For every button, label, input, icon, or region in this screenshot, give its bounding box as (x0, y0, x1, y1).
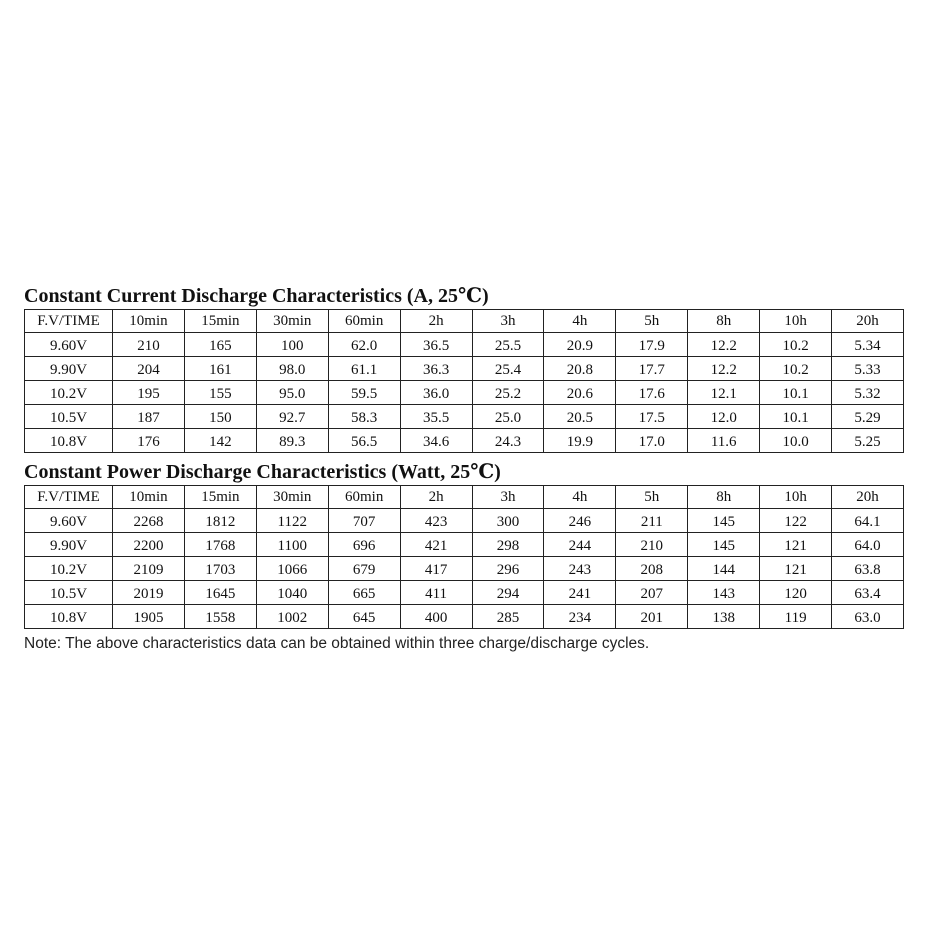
value-cell: 1645 (184, 581, 256, 605)
value-cell: 417 (400, 557, 472, 581)
column-header: 3h (472, 486, 544, 509)
column-header: 10h (760, 310, 832, 333)
column-header: 30min (256, 486, 328, 509)
value-cell: 17.7 (616, 357, 688, 381)
value-cell: 211 (616, 509, 688, 533)
value-cell: 1905 (113, 605, 185, 629)
value-cell: 19.9 (544, 429, 616, 453)
voltage-cell: 10.2V (25, 557, 113, 581)
value-cell: 20.9 (544, 333, 616, 357)
current-table-body (25, 333, 904, 453)
value-cell: 1703 (184, 557, 256, 581)
value-cell: 143 (688, 581, 760, 605)
column-header: 20h (832, 310, 904, 333)
column-header: 5h (616, 486, 688, 509)
value-cell: 12.2 (688, 333, 760, 357)
value-cell: 17.5 (616, 405, 688, 429)
value-cell: 5.29 (832, 405, 904, 429)
value-cell: 679 (328, 557, 400, 581)
table-row (25, 429, 904, 453)
table-header-row (25, 486, 904, 509)
value-cell: 11.6 (688, 429, 760, 453)
value-cell: 142 (184, 429, 256, 453)
column-header: 5h (616, 310, 688, 333)
value-cell: 187 (113, 405, 185, 429)
value-cell: 176 (113, 429, 185, 453)
value-cell: 144 (688, 557, 760, 581)
value-cell: 1812 (184, 509, 256, 533)
value-cell: 665 (328, 581, 400, 605)
value-cell: 1122 (256, 509, 328, 533)
power-table-title: Constant Power Discharge Characteristics (Watt, 25℃) (24, 461, 501, 483)
discharge-characteristics-sheet (24, 283, 904, 653)
value-cell: 298 (472, 533, 544, 557)
value-cell: 25.0 (472, 405, 544, 429)
value-cell: 645 (328, 605, 400, 629)
value-cell: 10.0 (760, 429, 832, 453)
value-cell: 2268 (113, 509, 185, 533)
value-cell: 210 (616, 533, 688, 557)
column-header: 10min (113, 486, 185, 509)
value-cell: 2200 (113, 533, 185, 557)
table-row (25, 357, 904, 381)
value-cell: 285 (472, 605, 544, 629)
value-cell: 121 (760, 533, 832, 557)
value-cell: 1768 (184, 533, 256, 557)
value-cell: 36.0 (400, 381, 472, 405)
value-cell: 707 (328, 509, 400, 533)
value-cell: 195 (113, 381, 185, 405)
table-row (25, 533, 904, 557)
value-cell: 2109 (113, 557, 185, 581)
value-cell: 122 (760, 509, 832, 533)
power-discharge-table (24, 485, 904, 629)
column-header: 30min (256, 310, 328, 333)
value-cell: 10.1 (760, 405, 832, 429)
value-cell: 145 (688, 533, 760, 557)
table-header-row (25, 310, 904, 333)
value-cell: 1002 (256, 605, 328, 629)
table-row (25, 509, 904, 533)
voltage-cell: 10.8V (25, 605, 113, 629)
voltage-cell: 10.5V (25, 405, 113, 429)
value-cell: 25.5 (472, 333, 544, 357)
value-cell: 411 (400, 581, 472, 605)
column-header: 10h (760, 486, 832, 509)
value-cell: 92.7 (256, 405, 328, 429)
column-header: F.V/TIME (25, 310, 113, 333)
value-cell: 12.2 (688, 357, 760, 381)
value-cell: 63.4 (832, 581, 904, 605)
power-table-body (25, 509, 904, 629)
column-header: 2h (400, 486, 472, 509)
voltage-cell: 9.90V (25, 357, 113, 381)
value-cell: 294 (472, 581, 544, 605)
value-cell: 35.5 (400, 405, 472, 429)
value-cell: 2019 (113, 581, 185, 605)
value-cell: 241 (544, 581, 616, 605)
value-cell: 5.34 (832, 333, 904, 357)
value-cell: 10.2 (760, 357, 832, 381)
value-cell: 246 (544, 509, 616, 533)
value-cell: 98.0 (256, 357, 328, 381)
voltage-cell: 10.2V (25, 381, 113, 405)
value-cell: 145 (688, 509, 760, 533)
column-header: 3h (472, 310, 544, 333)
table-row (25, 333, 904, 357)
value-cell: 5.25 (832, 429, 904, 453)
value-cell: 25.2 (472, 381, 544, 405)
value-cell: 63.0 (832, 605, 904, 629)
value-cell: 207 (616, 581, 688, 605)
table-row (25, 381, 904, 405)
value-cell: 5.32 (832, 381, 904, 405)
value-cell: 138 (688, 605, 760, 629)
value-cell: 155 (184, 381, 256, 405)
column-header: 10min (113, 310, 185, 333)
value-cell: 10.1 (760, 381, 832, 405)
current-table-title: Constant Current Discharge Characteristics (A, 25℃) (24, 285, 489, 307)
value-cell: 95.0 (256, 381, 328, 405)
column-header: 20h (832, 486, 904, 509)
value-cell: 120 (760, 581, 832, 605)
value-cell: 64.0 (832, 533, 904, 557)
value-cell: 17.0 (616, 429, 688, 453)
value-cell: 1066 (256, 557, 328, 581)
table-row (25, 581, 904, 605)
value-cell: 1558 (184, 605, 256, 629)
value-cell: 36.5 (400, 333, 472, 357)
footnote: Note: The above characteristics data can be obtained within three charge/discharge cycles. (24, 635, 650, 652)
value-cell: 300 (472, 509, 544, 533)
value-cell: 210 (113, 333, 185, 357)
value-cell: 34.6 (400, 429, 472, 453)
current-discharge-table (24, 309, 904, 453)
value-cell: 1040 (256, 581, 328, 605)
column-header: 4h (544, 310, 616, 333)
value-cell: 296 (472, 557, 544, 581)
value-cell: 24.3 (472, 429, 544, 453)
value-cell: 400 (400, 605, 472, 629)
value-cell: 5.33 (832, 357, 904, 381)
value-cell: 59.5 (328, 381, 400, 405)
value-cell: 63.8 (832, 557, 904, 581)
value-cell: 64.1 (832, 509, 904, 533)
column-header: 15min (184, 486, 256, 509)
value-cell: 161 (184, 357, 256, 381)
column-header: 60min (328, 310, 400, 333)
value-cell: 244 (544, 533, 616, 557)
value-cell: 10.2 (760, 333, 832, 357)
value-cell: 61.1 (328, 357, 400, 381)
column-header: 8h (688, 486, 760, 509)
value-cell: 25.4 (472, 357, 544, 381)
value-cell: 234 (544, 605, 616, 629)
value-cell: 696 (328, 533, 400, 557)
table-row (25, 405, 904, 429)
value-cell: 36.3 (400, 357, 472, 381)
value-cell: 243 (544, 557, 616, 581)
value-cell: 12.1 (688, 381, 760, 405)
value-cell: 165 (184, 333, 256, 357)
voltage-cell: 9.60V (25, 333, 113, 357)
voltage-cell: 10.5V (25, 581, 113, 605)
value-cell: 20.6 (544, 381, 616, 405)
column-header: 8h (688, 310, 760, 333)
value-cell: 1100 (256, 533, 328, 557)
value-cell: 150 (184, 405, 256, 429)
value-cell: 20.8 (544, 357, 616, 381)
value-cell: 56.5 (328, 429, 400, 453)
value-cell: 12.0 (688, 405, 760, 429)
table-row (25, 605, 904, 629)
column-header: 15min (184, 310, 256, 333)
value-cell: 62.0 (328, 333, 400, 357)
column-header: 2h (400, 310, 472, 333)
table-row (25, 557, 904, 581)
column-header: F.V/TIME (25, 486, 113, 509)
value-cell: 17.9 (616, 333, 688, 357)
value-cell: 119 (760, 605, 832, 629)
value-cell: 17.6 (616, 381, 688, 405)
value-cell: 204 (113, 357, 185, 381)
value-cell: 20.5 (544, 405, 616, 429)
value-cell: 121 (760, 557, 832, 581)
value-cell: 201 (616, 605, 688, 629)
value-cell: 423 (400, 509, 472, 533)
voltage-cell: 9.60V (25, 509, 113, 533)
value-cell: 208 (616, 557, 688, 581)
value-cell: 58.3 (328, 405, 400, 429)
voltage-cell: 9.90V (25, 533, 113, 557)
voltage-cell: 10.8V (25, 429, 113, 453)
column-header: 4h (544, 486, 616, 509)
value-cell: 421 (400, 533, 472, 557)
value-cell: 89.3 (256, 429, 328, 453)
column-header: 60min (328, 486, 400, 509)
value-cell: 100 (256, 333, 328, 357)
